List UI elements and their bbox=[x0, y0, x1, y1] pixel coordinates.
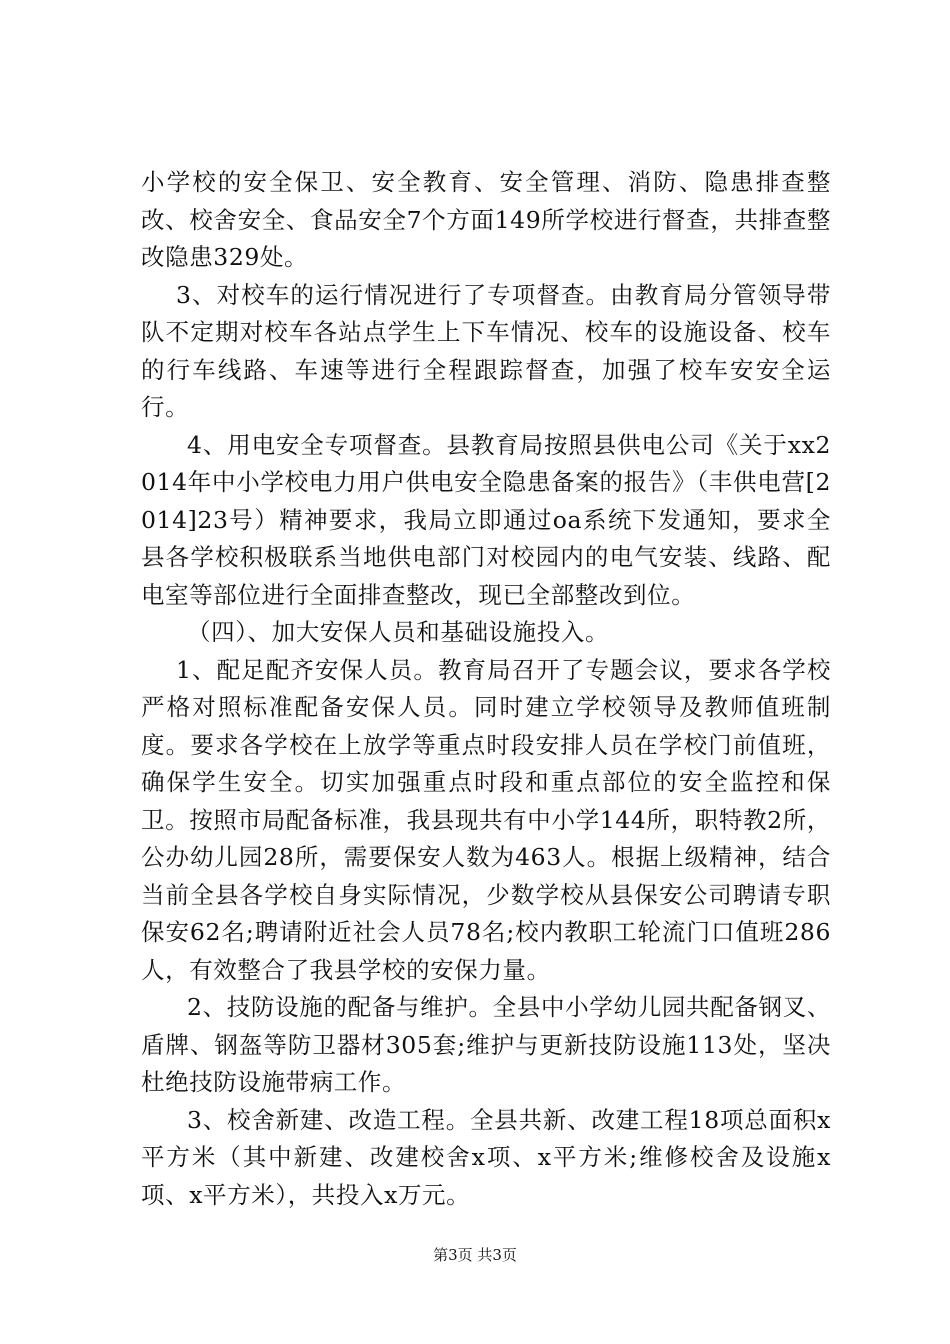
paragraph-school-bus-inspection: 3、对校车的运行情况进行了专项督查。由教育局分管领导带队不定期对校车各站点学生上下车情况、校车的设施设备、校车的行车线路、车速等进行全程跟踪督查，加强了校车安安全运行。 bbox=[141, 280, 831, 421]
section-heading-security-investment: （四）、加大安保人员和基础设施投入。 bbox=[187, 618, 610, 646]
paragraph-defense-equipment: 2、技防设施的配备与维护。全县中小学幼儿园共配备钢叉、盾牌、钢盔等防卫器材305套;维护与更新技防设施113处，坚决杜绝技防设施带病工作。 bbox=[141, 993, 831, 1096]
paragraph-school-construction: 3、校舍新建、改造工程。全县共新、改建工程18项总面积x平方米（其中新建、改建校舍x项、x平方米;维修校舍及设施x项、x平方米），共投入x万元。 bbox=[141, 1105, 831, 1209]
page-footer: 第3页 共3页 bbox=[433, 1246, 517, 1264]
paragraph-inspection-summary: 小学校的安全保卫、安全教育、安全管理、消防、隐患排查整改、校舍安全、食品安全7个方面149所学校进行督查，共排查整改隐患329处。 bbox=[141, 168, 831, 271]
paragraph-electricity-inspection: 4、用电安全专项督查。县教育局按照县供电公司《关于xx2014年中小学校电力用户供电安全隐患备案的报告》（丰供电营[2014]23号）精神要求，我局立即通过oa系统下发通知，要求全县各学校积极联系当地供电部门对校园内的电气安装、线路、配电室等部位进行全面排查整改，现已全部整改到位。 bbox=[141, 430, 831, 609]
document-body bbox=[141, 164, 831, 1214]
paragraph-security-staffing: 1、配足配齐安保人员。教育局召开了专题会议，要求各学校严格对照标准配备安保人员。同时建立学校领导及教师值班制度。要求各学校在上放学等重点时段安排人员在学校门前值班，确保学生安全。切实加强重点时段和重点部位的安全监控和保卫。按照市局配备标准，我县现共有中小学144所，职特教2所，公办幼儿园28所，需要保安人数为463人。根据上级精神，结合当前全县各学校自身实际情况，少数学校从县保安公司聘请专职保安62名;聘请附近社会人员78名;校内教职工轮流门口值班286人，有效整合了我县学校的安保力量。 bbox=[141, 655, 831, 984]
